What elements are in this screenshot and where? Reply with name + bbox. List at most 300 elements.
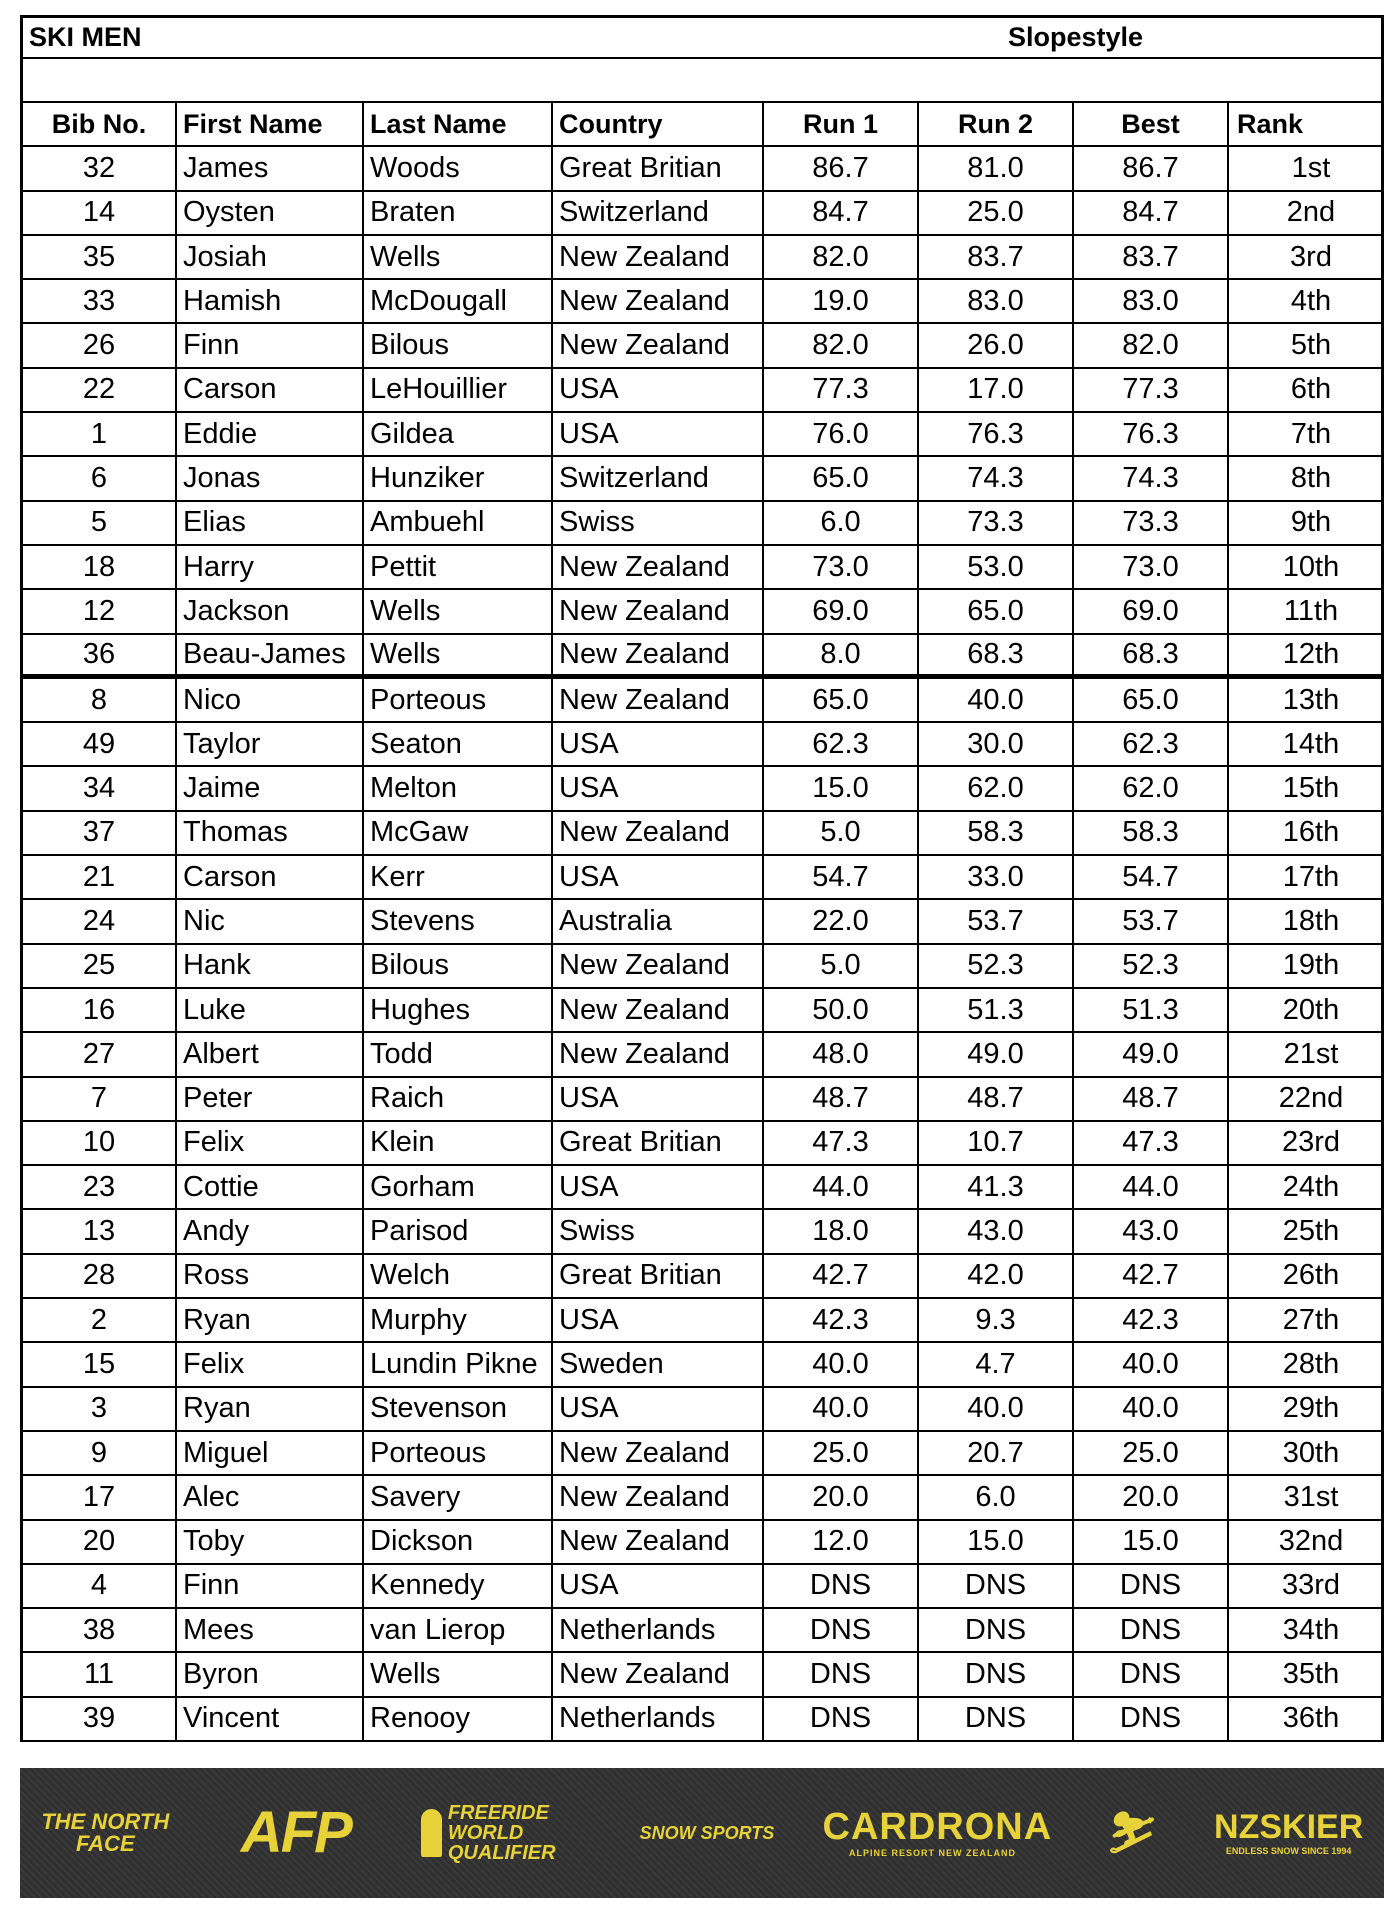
cell-first-name: Harry <box>177 546 364 588</box>
cell-last-name: Renooy <box>364 1698 553 1740</box>
cell-bib: 16 <box>23 989 177 1031</box>
cell-first-name: Mees <box>177 1609 364 1651</box>
cell-best: 86.7 <box>1074 147 1229 189</box>
cell-country: Great Britian <box>553 1255 764 1297</box>
cell-first-name: Luke <box>177 989 364 1031</box>
cell-bib: 18 <box>23 546 177 588</box>
cell-rank: 29th <box>1282 1392 1340 1425</box>
cell-best: 82.0 <box>1074 324 1229 366</box>
cell-last-name: Wells <box>364 590 553 632</box>
cell-last-name: Todd <box>364 1033 553 1075</box>
cell-bib: 8 <box>23 679 177 721</box>
cell-run1: 40.0 <box>764 1388 919 1430</box>
cell-run1: 15.0 <box>764 767 919 809</box>
cell-country: New Zealand <box>553 679 764 721</box>
table-row <box>20 324 1384 368</box>
cell-bib: 7 <box>23 1078 177 1120</box>
cell-run1: 12.0 <box>764 1521 919 1563</box>
table-row <box>20 369 1384 413</box>
cell-last-name: Braten <box>364 192 553 234</box>
cell-bib: 6 <box>23 457 177 499</box>
cell-run1: 50.0 <box>764 989 919 1031</box>
cell-best: 62.0 <box>1074 767 1229 809</box>
cell-bib: 11 <box>23 1653 177 1695</box>
cell-best: 83.7 <box>1074 236 1229 278</box>
cell-country: Switzerland <box>553 457 764 499</box>
cell-last-name: Hunziker <box>364 457 553 499</box>
cell-last-name: Wells <box>364 1653 553 1695</box>
cell-rank: 21st <box>1283 1037 1339 1070</box>
cell-bib: 22 <box>23 369 177 411</box>
header-run1: Run 1 <box>764 103 919 145</box>
cell-first-name: Beau-James <box>177 635 364 674</box>
cell-best: 68.3 <box>1074 635 1229 674</box>
cell-first-name: Finn <box>177 324 364 366</box>
cell-country: New Zealand <box>553 1033 764 1075</box>
cell-last-name: Raich <box>364 1078 553 1120</box>
cell-run2: 9.3 <box>919 1299 1074 1341</box>
cell-run1: 69.0 <box>764 590 919 632</box>
cell-run1: 65.0 <box>764 679 919 721</box>
table-row <box>20 1698 1384 1742</box>
cell-bib: 36 <box>23 635 177 674</box>
cell-rank: 23rd <box>1281 1126 1341 1159</box>
cell-run2: 4.7 <box>919 1343 1074 1385</box>
cell-best: 47.3 <box>1074 1122 1229 1164</box>
cell-best: 53.7 <box>1074 900 1229 942</box>
table-row <box>20 856 1384 900</box>
cell-best: 84.7 <box>1074 192 1229 234</box>
cell-first-name: Nic <box>177 900 364 942</box>
cell-bib: 33 <box>23 280 177 322</box>
cell-best: DNS <box>1074 1565 1229 1607</box>
cell-run1: 76.0 <box>764 413 919 455</box>
cell-rank: 22nd <box>1278 1082 1344 1115</box>
cell-country: New Zealand <box>553 989 764 1031</box>
cell-rank: 5th <box>1290 329 1332 362</box>
cell-last-name: Porteous <box>364 1432 553 1474</box>
cell-run2: 51.3 <box>919 989 1074 1031</box>
cell-country: Great Britian <box>553 1122 764 1164</box>
cell-run1: 6.0 <box>764 502 919 544</box>
cell-rank: 16th <box>1282 816 1340 849</box>
cell-best: 58.3 <box>1074 812 1229 854</box>
cell-rank: 30th <box>1282 1436 1340 1469</box>
cell-best: DNS <box>1074 1653 1229 1695</box>
cell-bib: 17 <box>23 1476 177 1518</box>
cell-country: New Zealand <box>553 635 764 674</box>
cell-run2: 42.0 <box>919 1255 1074 1297</box>
cell-rank: 11th <box>1283 594 1339 627</box>
cell-run1: 47.3 <box>764 1122 919 1164</box>
cell-best: 42.3 <box>1074 1299 1229 1341</box>
cell-last-name: Melton <box>364 767 553 809</box>
cell-rank: 13th <box>1282 683 1340 716</box>
cell-first-name: Felix <box>177 1122 364 1164</box>
cell-rank: 28th <box>1282 1347 1340 1380</box>
header-best: Best <box>1074 103 1229 145</box>
table-row <box>20 900 1384 944</box>
cell-run2: 26.0 <box>919 324 1074 366</box>
cell-run1: DNS <box>764 1609 919 1651</box>
cell-last-name: Gorham <box>364 1166 553 1208</box>
cell-rank: 8th <box>1290 462 1332 495</box>
cell-rank: 32nd <box>1278 1525 1344 1558</box>
header-first-name: First Name <box>177 103 364 145</box>
sponsor-bar <box>20 1768 1384 1898</box>
cell-bib: 28 <box>23 1255 177 1297</box>
cell-best: 49.0 <box>1074 1033 1229 1075</box>
cell-run2: 68.3 <box>919 635 1074 674</box>
cell-run1: 44.0 <box>764 1166 919 1208</box>
cell-country: USA <box>553 1299 764 1341</box>
cell-run2: 17.0 <box>919 369 1074 411</box>
cell-country: Australia <box>553 900 764 942</box>
cell-country: New Zealand <box>553 1653 764 1695</box>
cell-best: 83.0 <box>1074 280 1229 322</box>
cell-bib: 37 <box>23 812 177 854</box>
cell-last-name: Stevens <box>364 900 553 942</box>
cell-last-name: Bilous <box>364 945 553 987</box>
table-row <box>20 1078 1384 1122</box>
table-row <box>20 1653 1384 1697</box>
cell-rank: 9th <box>1290 506 1332 539</box>
cell-run1: 18.0 <box>764 1210 919 1252</box>
cell-last-name: Woods <box>364 147 553 189</box>
cell-bib: 10 <box>23 1122 177 1164</box>
cell-first-name: Ross <box>177 1255 364 1297</box>
cell-best: 51.3 <box>1074 989 1229 1031</box>
cell-run1: DNS <box>764 1698 919 1740</box>
cell-first-name: Carson <box>177 369 364 411</box>
table-row <box>20 635 1384 679</box>
cell-bib: 34 <box>23 767 177 809</box>
cell-country: New Zealand <box>553 1476 764 1518</box>
cell-bib: 5 <box>23 502 177 544</box>
cell-run1: DNS <box>764 1565 919 1607</box>
cell-country: Sweden <box>553 1343 764 1385</box>
cell-run1: 5.0 <box>764 945 919 987</box>
cell-best: 42.7 <box>1074 1255 1229 1297</box>
cell-first-name: Ryan <box>177 1299 364 1341</box>
cell-run2: 76.3 <box>919 413 1074 455</box>
cell-bib: 38 <box>23 1609 177 1651</box>
cell-first-name: Oysten <box>177 192 364 234</box>
cell-last-name: Seaton <box>364 723 553 765</box>
cell-last-name: Hughes <box>364 989 553 1031</box>
cell-country: New Zealand <box>553 590 764 632</box>
cell-first-name: Thomas <box>177 812 364 854</box>
cell-run2: 53.7 <box>919 900 1074 942</box>
cell-first-name: Toby <box>177 1521 364 1563</box>
cell-rank: 15th <box>1282 772 1340 805</box>
cell-run2: 43.0 <box>919 1210 1074 1252</box>
cell-rank: 35th <box>1282 1658 1340 1691</box>
cell-rank: 20th <box>1282 993 1340 1026</box>
nzskier-subtext: ENDLESS SNOW SINCE 1994 <box>1225 1846 1352 1856</box>
cell-rank: 33rd <box>1281 1569 1341 1602</box>
nzskier-logo <box>1214 1810 1364 1856</box>
table-row <box>20 1343 1384 1387</box>
cell-run2: 25.0 <box>919 192 1074 234</box>
cell-run1: 8.0 <box>764 635 919 674</box>
cell-bib: 15 <box>23 1343 177 1385</box>
cell-last-name: McDougall <box>364 280 553 322</box>
title-row <box>20 15 1384 59</box>
header-row <box>20 103 1384 147</box>
table-row <box>20 147 1384 191</box>
snow-sports-logo: SNOW SPORTS <box>639 1823 775 1843</box>
table-row <box>20 1432 1384 1476</box>
cell-bib: 9 <box>23 1432 177 1474</box>
event-title: SKI MEN <box>29 22 142 52</box>
cell-run1: 42.7 <box>764 1255 919 1297</box>
cell-run1: 65.0 <box>764 457 919 499</box>
cell-run1: 62.3 <box>764 723 919 765</box>
cell-last-name: Lundin Pikne <box>364 1343 553 1385</box>
cell-last-name: Kerr <box>364 856 553 898</box>
table-row <box>20 457 1384 501</box>
cell-last-name: Wells <box>364 635 553 674</box>
cell-run2: 40.0 <box>919 679 1074 721</box>
cell-first-name: Jonas <box>177 457 364 499</box>
cell-best: 73.3 <box>1074 502 1229 544</box>
cell-last-name: Bilous <box>364 324 553 366</box>
cell-run1: 77.3 <box>764 369 919 411</box>
table-row <box>20 1166 1384 1210</box>
cell-run1: 20.0 <box>764 1476 919 1518</box>
cell-bib: 13 <box>23 1210 177 1252</box>
cell-last-name: Klein <box>364 1122 553 1164</box>
table-row <box>20 812 1384 856</box>
cell-last-name: Stevenson <box>364 1388 553 1430</box>
cell-rank: 27th <box>1282 1303 1340 1336</box>
cell-last-name: Welch <box>364 1255 553 1297</box>
cell-bib: 39 <box>23 1698 177 1740</box>
cell-country: USA <box>553 767 764 809</box>
cell-run2: 49.0 <box>919 1033 1074 1075</box>
table-row <box>20 280 1384 324</box>
cell-first-name: Josiah <box>177 236 364 278</box>
header-country: Country <box>553 103 764 145</box>
cell-bib: 24 <box>23 900 177 942</box>
cell-run2: 48.7 <box>919 1078 1074 1120</box>
cell-bib: 25 <box>23 945 177 987</box>
cell-country: New Zealand <box>553 236 764 278</box>
cell-run2: 58.3 <box>919 812 1074 854</box>
cell-country: USA <box>553 1565 764 1607</box>
cell-run2: 74.3 <box>919 457 1074 499</box>
cell-run2: 15.0 <box>919 1521 1074 1563</box>
cell-bib: 35 <box>23 236 177 278</box>
cell-rank: 12th <box>1282 637 1340 670</box>
cell-country: New Zealand <box>553 1432 764 1474</box>
cell-first-name: Hank <box>177 945 364 987</box>
cell-run2: DNS <box>919 1653 1074 1695</box>
cell-first-name: Ryan <box>177 1388 364 1430</box>
cell-first-name: James <box>177 147 364 189</box>
cell-last-name: McGaw <box>364 812 553 854</box>
cell-best: 65.0 <box>1074 679 1229 721</box>
header-rank: Rank <box>1237 108 1304 139</box>
cell-rank: 17th <box>1282 860 1340 893</box>
cell-run1: 19.0 <box>764 280 919 322</box>
cell-best: 40.0 <box>1074 1343 1229 1385</box>
cell-bib: 12 <box>23 590 177 632</box>
cell-last-name: Pettit <box>364 546 553 588</box>
cell-country: USA <box>553 856 764 898</box>
cell-run1: 54.7 <box>764 856 919 898</box>
cell-run1: 73.0 <box>764 546 919 588</box>
cell-country: Swiss <box>553 1210 764 1252</box>
cell-run1: 48.0 <box>764 1033 919 1075</box>
discipline-title: Slopestyle <box>1008 22 1144 52</box>
cell-best: 48.7 <box>1074 1078 1229 1120</box>
cell-run1: 48.7 <box>764 1078 919 1120</box>
cell-rank: 2nd <box>1286 196 1336 229</box>
cell-last-name: Savery <box>364 1476 553 1518</box>
cell-bib: 32 <box>23 147 177 189</box>
table-row <box>20 1565 1384 1609</box>
cell-first-name: Byron <box>177 1653 364 1695</box>
cell-first-name: Miguel <box>177 1432 364 1474</box>
cell-rank: 4th <box>1290 284 1332 317</box>
mountain-icon <box>421 1809 441 1857</box>
table-row <box>20 1122 1384 1166</box>
cell-best: 52.3 <box>1074 945 1229 987</box>
cell-best: DNS <box>1074 1609 1229 1651</box>
cell-rank: 24th <box>1282 1170 1340 1203</box>
cell-bib: 3 <box>23 1388 177 1430</box>
cell-run1: 86.7 <box>764 147 919 189</box>
blank-row <box>20 59 1384 103</box>
cell-country: New Zealand <box>553 1521 764 1563</box>
cell-first-name: Carson <box>177 856 364 898</box>
table-row <box>20 1476 1384 1520</box>
cell-country: New Zealand <box>553 280 764 322</box>
cell-first-name: Peter <box>177 1078 364 1120</box>
cell-bib: 49 <box>23 723 177 765</box>
cell-run1: 25.0 <box>764 1432 919 1474</box>
cell-run1: 84.7 <box>764 192 919 234</box>
cell-run2: DNS <box>919 1565 1074 1607</box>
cell-country: USA <box>553 413 764 455</box>
cell-last-name: Kennedy <box>364 1565 553 1607</box>
cell-run2: 83.7 <box>919 236 1074 278</box>
cell-run1: DNS <box>764 1653 919 1695</box>
cell-first-name: Finn <box>177 1565 364 1607</box>
cell-run1: 22.0 <box>764 900 919 942</box>
cell-last-name: Ambuehl <box>364 502 553 544</box>
cell-last-name: Porteous <box>364 679 553 721</box>
cell-rank: 10th <box>1282 550 1340 583</box>
results-sheet <box>20 15 1384 1742</box>
cell-country: New Zealand <box>553 324 764 366</box>
cell-run2: DNS <box>919 1609 1074 1651</box>
cell-rank: 36th <box>1282 1702 1340 1735</box>
cardrona-subtext: ALPINE RESORT NEW ZEALAND <box>849 1848 1017 1858</box>
cell-bib: 2 <box>23 1299 177 1341</box>
cell-bib: 21 <box>23 856 177 898</box>
cell-bib: 4 <box>23 1565 177 1607</box>
cell-last-name: Gildea <box>364 413 553 455</box>
cell-bib: 23 <box>23 1166 177 1208</box>
results-table-body <box>20 147 1384 1742</box>
cell-bib: 26 <box>23 324 177 366</box>
cell-run2: 73.3 <box>919 502 1074 544</box>
table-row <box>20 1255 1384 1299</box>
table-row <box>20 236 1384 280</box>
cell-best: 40.0 <box>1074 1388 1229 1430</box>
cell-rank: 6th <box>1290 373 1332 406</box>
cell-first-name: Alec <box>177 1476 364 1518</box>
cell-first-name: Felix <box>177 1343 364 1385</box>
cell-first-name: Hamish <box>177 280 364 322</box>
cell-rank: 31st <box>1283 1480 1339 1513</box>
cell-rank: 34th <box>1282 1613 1340 1646</box>
cell-run2: 33.0 <box>919 856 1074 898</box>
cell-country: Switzerland <box>553 192 764 234</box>
freeride-world-qualifier-logo <box>421 1803 591 1863</box>
table-row <box>20 945 1384 989</box>
cell-run1: 5.0 <box>764 812 919 854</box>
table-row <box>20 1033 1384 1077</box>
cell-first-name: Jaime <box>177 767 364 809</box>
cell-rank: 26th <box>1282 1259 1340 1292</box>
cell-country: Swiss <box>553 502 764 544</box>
cell-run1: 42.3 <box>764 1299 919 1341</box>
cell-best: 54.7 <box>1074 856 1229 898</box>
cell-country: USA <box>553 1388 764 1430</box>
cell-country: New Zealand <box>553 812 764 854</box>
table-row <box>20 1210 1384 1254</box>
cell-rank: 18th <box>1282 904 1340 937</box>
cell-rank: 25th <box>1282 1215 1340 1248</box>
cell-last-name: Wells <box>364 236 553 278</box>
cell-first-name: Elias <box>177 502 364 544</box>
nzskier-text: NZSKIER <box>1214 1808 1364 1846</box>
cell-run2: 41.3 <box>919 1166 1074 1208</box>
cell-first-name: Jackson <box>177 590 364 632</box>
table-row <box>20 590 1384 634</box>
table-row <box>20 723 1384 767</box>
cell-best: 76.3 <box>1074 413 1229 455</box>
cell-country: Netherlands <box>553 1609 764 1651</box>
cell-best: 43.0 <box>1074 1210 1229 1252</box>
cell-best: 74.3 <box>1074 457 1229 499</box>
cell-run1: 82.0 <box>764 236 919 278</box>
cell-bib: 27 <box>23 1033 177 1075</box>
cell-first-name: Cottie <box>177 1166 364 1208</box>
cell-best: 73.0 <box>1074 546 1229 588</box>
cell-best: 25.0 <box>1074 1432 1229 1474</box>
cell-country: Netherlands <box>553 1698 764 1740</box>
cell-run2: 20.7 <box>919 1432 1074 1474</box>
cell-first-name: Albert <box>177 1033 364 1075</box>
cell-country: USA <box>553 1078 764 1120</box>
cell-country: USA <box>553 723 764 765</box>
cell-country: USA <box>553 369 764 411</box>
cell-run2: 81.0 <box>919 147 1074 189</box>
cell-first-name: Vincent <box>177 1698 364 1740</box>
cell-run2: 6.0 <box>919 1476 1074 1518</box>
cell-first-name: Eddie <box>177 413 364 455</box>
cell-first-name: Nico <box>177 679 364 721</box>
cell-best: 20.0 <box>1074 1476 1229 1518</box>
cell-country: Great Britian <box>553 147 764 189</box>
table-row <box>20 1299 1384 1343</box>
table-row <box>20 413 1384 457</box>
